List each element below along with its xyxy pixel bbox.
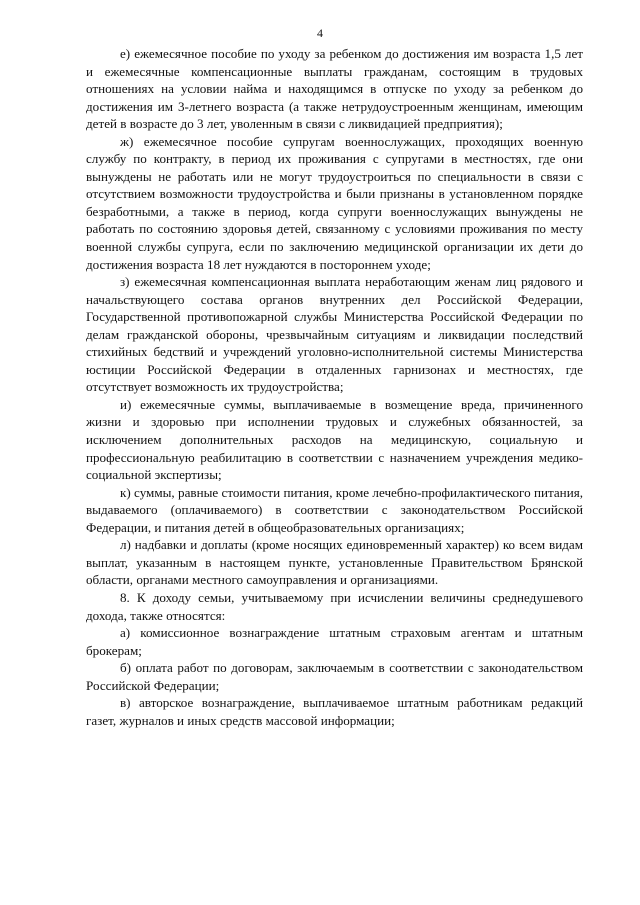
paragraph-a-commission: а) комиссионное вознаграждение штатным страховым агентам и штатным брокерам;: [86, 625, 583, 658]
page-number: 4: [317, 26, 323, 40]
paragraph-zh-military-spouse-allowance: ж) ежемесячное пособие супругам военнослужащих, проходящих военную службу по контракту, в период их проживания с супругами в местностях, где они вынуждены не работать или не могут трудоустроиться по специальности в связи с отсутствием возможности трудоустройства и были признаны в установленном порядке безработными, а также в период, когда супруги военнослужащих вынуждены не работать по состоянию здоровья детей, связанному с условиями проживания по месту военной службы супруга, если по заключению медицинской организации их дети до достижения возраста 18 лет нуждаются в постороннем уходе;: [86, 133, 583, 272]
paragraph-b-contract-work: б) оплата работ по договорам, заключаемым в соответствии с законодательством Российской Федерации;: [86, 660, 583, 693]
paragraph-i-harm-compensation: и) ежемесячные суммы, выплачиваемые в возмещение вреда, причиненного жизни и здоровью при исполнении трудовых и служебных обязанностей, за исключением дополнительных расходов на медицинскую, социальную и профессиональную реабилитацию в соответствии с назначением учреждения медико-социальной экспертизы;: [86, 396, 583, 483]
paragraph-z-compensation-payment: з) ежемесячная компенсационная выплата неработающим женам лиц рядового и начальствующего состава органов внутренних дел Российской Федерации, Государственной противопожарной службы Министерства Российской Федерации по делам гражданской обороны, чрезвычайным ситуациям и ликвидации последствий стихийных бедствий и учреждений уголовно-исполнительной системы Министерства юстиции Российской Федерации в отдаленных гарнизонах и местностях, где отсутствует возможность их трудоустройства;: [86, 274, 583, 395]
paragraph-e-childcare-allowance: е) ежемесячное пособие по уходу за ребенком до достижения им возраста 1,5 лет и ежемесячные компенсационные выплаты гражданам, состоящим в трудовых отношениях на условии найма и находящимся в отпуске по уходу за ребенком до достижения им 3-летнего возраста (а также нетрудоустроенным женщинам, имеющим детей в возрасте до 3 лет, уволенным в связи с ликвидацией предприятия);: [86, 46, 583, 132]
paragraph-l-bonuses: л) надбавки и доплаты (кроме носящих единовременный характер) ко всем видам выплат, указанным в настоящем пункте, установленные Правительством Брянской области, органами местного самоуправления и организациями.: [86, 537, 583, 588]
paragraph-8-family-income: 8. К доходу семьи, учитываемому при исчислении величины среднедушевого дохода, также относятся:: [86, 589, 583, 623]
paragraph-v-author-fees: в) авторское вознаграждение, выплачиваемое штатным работникам редакций газет, журналов и иных средств массовой информации;: [86, 695, 583, 728]
document-body: [86, 45, 583, 729]
paragraph-k-food-cost: к) суммы, равные стоимости питания, кроме лечебно-профилактического питания, выдаваемого (оплачиваемого) в соответствии с законодательством Российской Федерации, и питания детей в общеобразовательных организациях;: [86, 484, 583, 535]
